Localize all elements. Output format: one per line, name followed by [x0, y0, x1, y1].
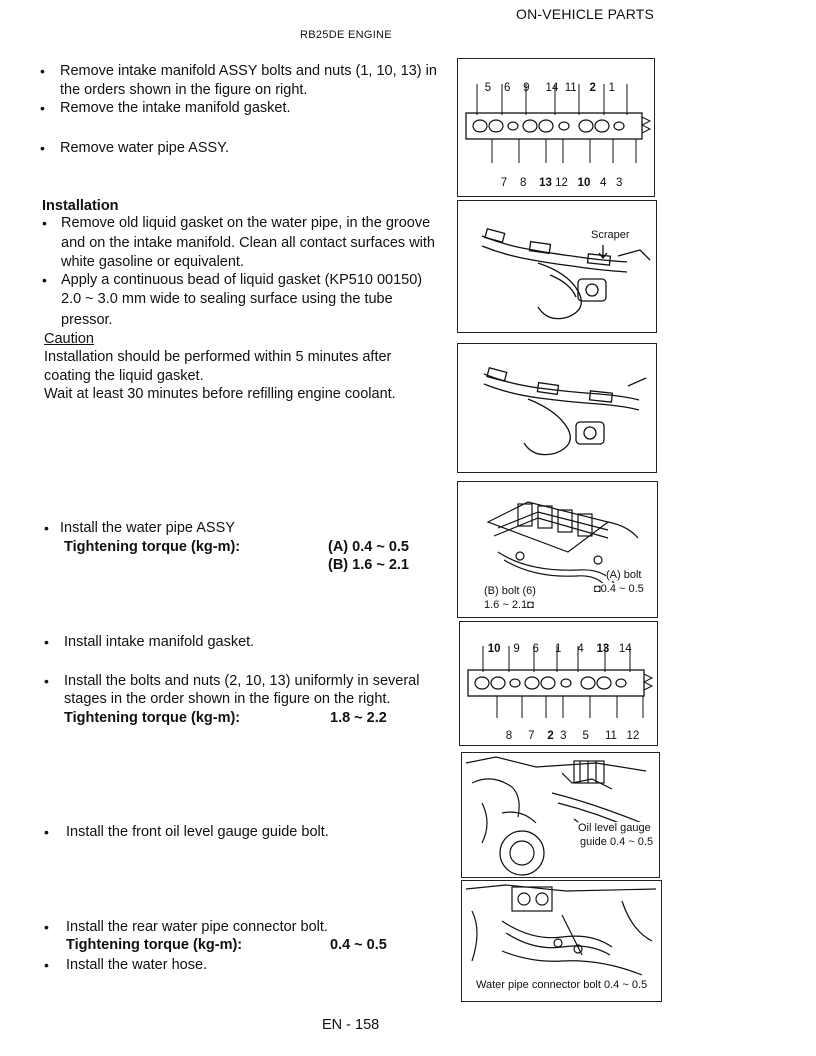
liquid-gasket-figure — [457, 343, 657, 473]
manifold-torque-value: 1.8 ~ 2.2 — [330, 710, 387, 726]
fig5-bottom-numbers: 8 7 2 3 5 11 12 — [505, 730, 640, 742]
caution-line2: coating the liquid gasket. — [44, 368, 204, 384]
manifold-removal-figure — [457, 58, 655, 197]
installation-heading: Installation — [42, 198, 119, 214]
bullet: • — [44, 673, 49, 689]
install-step2-line2: 2.0 ~ 3.0 mm wide to sealing surface using the tube — [61, 291, 393, 307]
removal-step1-line2: the orders shown in the figure on right. — [60, 82, 308, 98]
manifold-install-figure — [459, 621, 658, 746]
manifold-step2-line2: stages in the order shown in the figure on the right. — [64, 691, 391, 707]
fig5-top-numbers: 10 9 6 1 4 13 14 — [487, 643, 632, 655]
bullet: • — [44, 824, 49, 840]
scraper-label: Scraper — [591, 229, 630, 241]
caution-line3: Wait at least 30 minutes before refilling engine coolant. — [44, 386, 396, 402]
fig7-label: Water pipe connector bolt 0.4 ~ 0.5 — [476, 979, 648, 991]
rear-connector-torque-label: Tightening torque (kg-m): — [66, 937, 243, 953]
water-pipe-step: Install the water pipe ASSY — [60, 520, 235, 536]
removal-step3: Remove water pipe ASSY. — [60, 140, 229, 156]
fig4-label-a1: (A) bolt — [606, 569, 642, 581]
bullet: • — [40, 140, 45, 156]
manifold-step1: Install intake manifold gasket. — [64, 634, 255, 650]
fig6-label2: guide 0.4 ~ 0.5 — [580, 836, 654, 848]
fig4-label-b2: 1.6 ~ 2.1◘ — [484, 599, 534, 611]
install-step2-line3: pressor. — [61, 312, 113, 328]
bullet: • — [44, 520, 49, 536]
torque-icon: ◘ — [527, 599, 534, 611]
bullet: • — [42, 215, 47, 231]
fig1-top-numbers: 5 6 9 14 11 2 1 — [484, 82, 616, 94]
bullet: • — [40, 100, 45, 116]
water-pipe-torque-a: (A) 0.4 ~ 0.5 — [328, 539, 409, 555]
fig4-label-b1: (B) bolt (6) — [484, 585, 536, 597]
caution-label: Caution — [44, 331, 94, 347]
manifold-step2-line1: Install the bolts and nuts (2, 10, 13) uniformly in several — [64, 673, 420, 689]
rear-connector-torque-value: 0.4 ~ 0.5 — [330, 937, 387, 953]
page-number: EN - 158 — [322, 1017, 380, 1033]
fig4-label-a2: ◘0.4 ~ 0.5 — [594, 583, 644, 595]
rear-connector-step: Install the rear water pipe connector bolt. — [66, 919, 328, 935]
section-header: ON-VEHICLE PARTS — [516, 6, 655, 22]
water-pipe-scraper-drawing — [458, 201, 656, 332]
engine-header: RB25DE ENGINE — [300, 29, 392, 41]
bullet: • — [40, 63, 45, 79]
bullet: • — [44, 957, 49, 973]
caution-line1: Installation should be performed within 5 minutes after — [44, 349, 392, 365]
bullet: • — [42, 272, 47, 288]
water-pipe-bolts-figure — [457, 481, 658, 618]
oil-gauge-drawing — [462, 753, 659, 877]
fig6-label1: Oil level gauge — [578, 822, 651, 834]
water-pipe-connector-figure — [461, 880, 662, 1002]
install-step1-line1: Remove old liquid gasket on the water pipe, in the groove — [61, 215, 431, 231]
fig1-bottom-numbers: 7 8 13 12 10 4 3 — [500, 177, 623, 189]
removal-step1-line1: Remove intake manifold ASSY bolts and nuts (1, 10, 13) in — [60, 63, 437, 79]
water-pipe-torque-b: (B) 1.6 ~ 2.1 — [328, 557, 409, 573]
removal-step2: Remove the intake manifold gasket. — [60, 100, 291, 116]
install-step1-line2: and on the intake manifold. Clean all contact surfaces with — [61, 235, 435, 251]
bullet: • — [44, 634, 49, 650]
water-pipe-torque-label: Tightening torque (kg-m): — [64, 539, 241, 555]
torque-icon: ◘ — [594, 583, 601, 595]
install-step2-line1: Apply a continuous bead of liquid gasket (KP510 00150) — [61, 272, 423, 288]
water-hose-step: Install the water hose. — [66, 957, 208, 973]
oil-gauge-figure — [461, 752, 660, 878]
install-step1-line3: white gasoline or equivalent. — [61, 254, 244, 270]
bullet: • — [44, 919, 49, 935]
liquid-gasket-drawing — [458, 344, 656, 472]
oil-gauge-step: Install the front oil level gauge guide bolt. — [66, 824, 329, 840]
manifold-torque-label: Tightening torque (kg-m): — [64, 710, 241, 726]
scraper-figure — [457, 200, 657, 333]
